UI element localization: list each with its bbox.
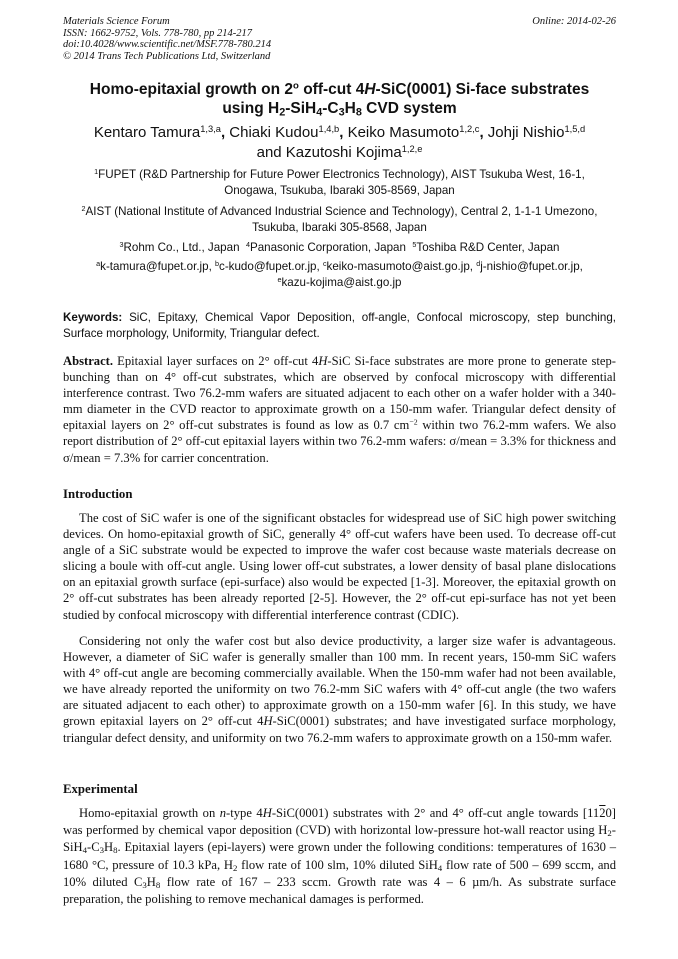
experimental-paragraph: Homo-epitaxial growth on n-type 4H-SiC(0001) substrates with 2° and 4° off-cut angle towards [1120] was performed by chemical vapor deposition (CVD) with horizontal low-pressure hot-wall reactor using $H_2-SiH_4-C_3H_8$. Epitaxial layers (epi-layers) were grown under the following conditions: temperatures of 1630 – 1680 °C, pressure of 10.3 kPa, $H_2$ flow rate of 100 slm, 10% diluted SiH$_4$ flow rate of 500 – 699 sccm, and 10% diluted $C_3H_8$ flow rate of 167 – 233 sccm. Growth rate was 4 – 6 µm/h. As substrate surface preparation, the polishing to remove mechanical damages is performed. (63, 806, 617, 907)
section-heading-experimental: Experimental (63, 782, 138, 796)
author: Johji Nishio (487, 124, 565, 141)
author-list: Kentaro Tamura$^{1,3,a}$, Chiaki Kudou$^{1,4,b}$, Keiko Masumoto$^{1,2,c}$, Johji Nishio$^{1,5,d}$ and Kazutoshi Kojima$^{1,2,e}$ (93, 123, 586, 161)
journal-header (63, 16, 616, 62)
title-line-2: using $H_2-SiH_4-C_3H_8$ CVD system (222, 100, 457, 119)
paper-title (63, 80, 616, 118)
email-link: j-nishio@fupet.or.jp, (480, 260, 583, 273)
email-link: kazu-kojima@aist.go.jp (281, 275, 402, 289)
affiliation-1: $^1$FUPET (R&D Partnership for Future Power Electronics Technology), AIST Tsukuba West, 16-1, Onogawa, Tsukuba, Ibaraki 305-8569, Japan (94, 167, 585, 197)
journal-name: Materials Science Forum (63, 16, 170, 27)
intro-paragraph-1: The cost of SiC wafer is one of the significant obstacles for widespread use of SiC high power switching devices. On homo-epitaxial growth of SiC, generally 4° off-cut wafers have been used. To decrease off-cut angle of a SiC substrate would be expected to improve the wafer cost because waste materials decrease on slicing a boule with off-cut angle. Using lower off-cut substrates, a lower density of basal plane dislocations on an epitaxial growth surface (epi-surface) also would be expected [1-3]. Moreover, the epitaxial growth on 2° off-cut substrates has been already reported [2-5]. However, the 2° off-cut epi-surface has not yet been studied by confocal microscopy with differential interference contrast (CDIC). (63, 511, 616, 622)
author: and Kazutoshi Kojima (256, 144, 402, 161)
email-link: c-kudo@fupet.or.jp, (219, 260, 323, 273)
abstract-label: Abstract. (63, 354, 114, 368)
author: Keiko Masumoto (347, 124, 460, 141)
keywords (63, 310, 616, 342)
online-date: Online: 2014-02-26 (532, 16, 616, 27)
author-emails: $^a$k-tamura@fupet.or.jp, $^b$c-kudo@fupet.or.jp, $^c$keiko-masumoto@aist.go.jp, $^d$j-nishio@fupet.or.jp, $^e$kazu-kojima@aist.go.jp (96, 259, 583, 289)
section-heading-introduction: Introduction (63, 487, 133, 501)
abstract: Abstract. Epitaxial layer surfaces on 2° off-cut 4H-SiC Si-face substrates are more prone to generate step-bunching than on 4° off-cut substrates, which are observed by confocal microscopy with differential interference contrast. Two 76.2-mm wafers are situated adjacent to each other on a wafer holder with a 340-mm diameter in the CVD reactor to approximate growth on a 150-mm wafer. Triangular defect density of epitaxial layers on 2° off-cut substrates is found as low as 0.7 $cm^{-2}$ within two 76.2-mm wafers. We also report distribution of 2° off-cut epitaxial layers within two 76.2-mm wafers: σ/mean = 3.3% for thickness and σ/mean = 7.3% for carrier concentration. (63, 354, 617, 465)
keywords-label: Keywords: (63, 311, 123, 324)
keywords-text: SiC, Epitaxy, Chemical Vapor Deposition, off-angle, Confocal microscopy, step bunching, Surface morphology, Uniformity, Triangular defect. (63, 311, 616, 340)
affiliation-2: $^2$AIST (National Institute of Advanced Industrial Science and Technology), Central 2, 1-1-1 Umezono, Tsukuba, Ibaraki 305-8568, Japan (81, 204, 598, 234)
author: Chiaki Kudou (229, 124, 319, 141)
email-link: keiko-masumoto@aist.go.jp, (326, 260, 477, 273)
title-line-1: Homo-epitaxial growth on 2$^o$ off-cut 4H-SiC(0001) Si-face substrates (89, 80, 590, 98)
author: Kentaro Tamura (93, 124, 201, 141)
issn-line: ISSN: 1662-9752, Vols. 778-780, pp 214-217 (63, 27, 252, 39)
copyright-line: © 2014 Trans Tech Publications Ltd, Switzerland (63, 50, 271, 62)
intro-paragraph-2: Considering not only the wafer cost but also device productivity, a larger size wafer is advantageous. However, a diameter of SiC wafer is generally smaller than 100 mm. In recent years, 150-mm SiC wafers with 4° off-cut angle are becoming commercially available. When the 150-mm wafer had not been available, we have already reported the uniformity on two 76.2-mm SiC wafers with 4° off-cut angle (the two wafers are situated adjacent to each other) to approximate growth on a 150-mm wafer [6]. In this study, we have grown epitaxial layers on 2° off-cut 4H-SiC(0001) substrates; and have investigated surface morphology, triangular defect density, and uniformity on two 76.2-mm wafers to approximate growth on a 150-mm wafer. (63, 634, 617, 745)
email-link: k-tamura@fupet.or.jp, (100, 260, 216, 273)
doi-line: doi:10.4028/www.scientific.net/MSF.778-780.214 (63, 39, 272, 51)
affiliation-3-5: $^3$Rohm Co., Ltd., Japan $^4$Panasonic Corporation, Japan $^5$Toshiba R&D Center, Japan (119, 240, 560, 254)
